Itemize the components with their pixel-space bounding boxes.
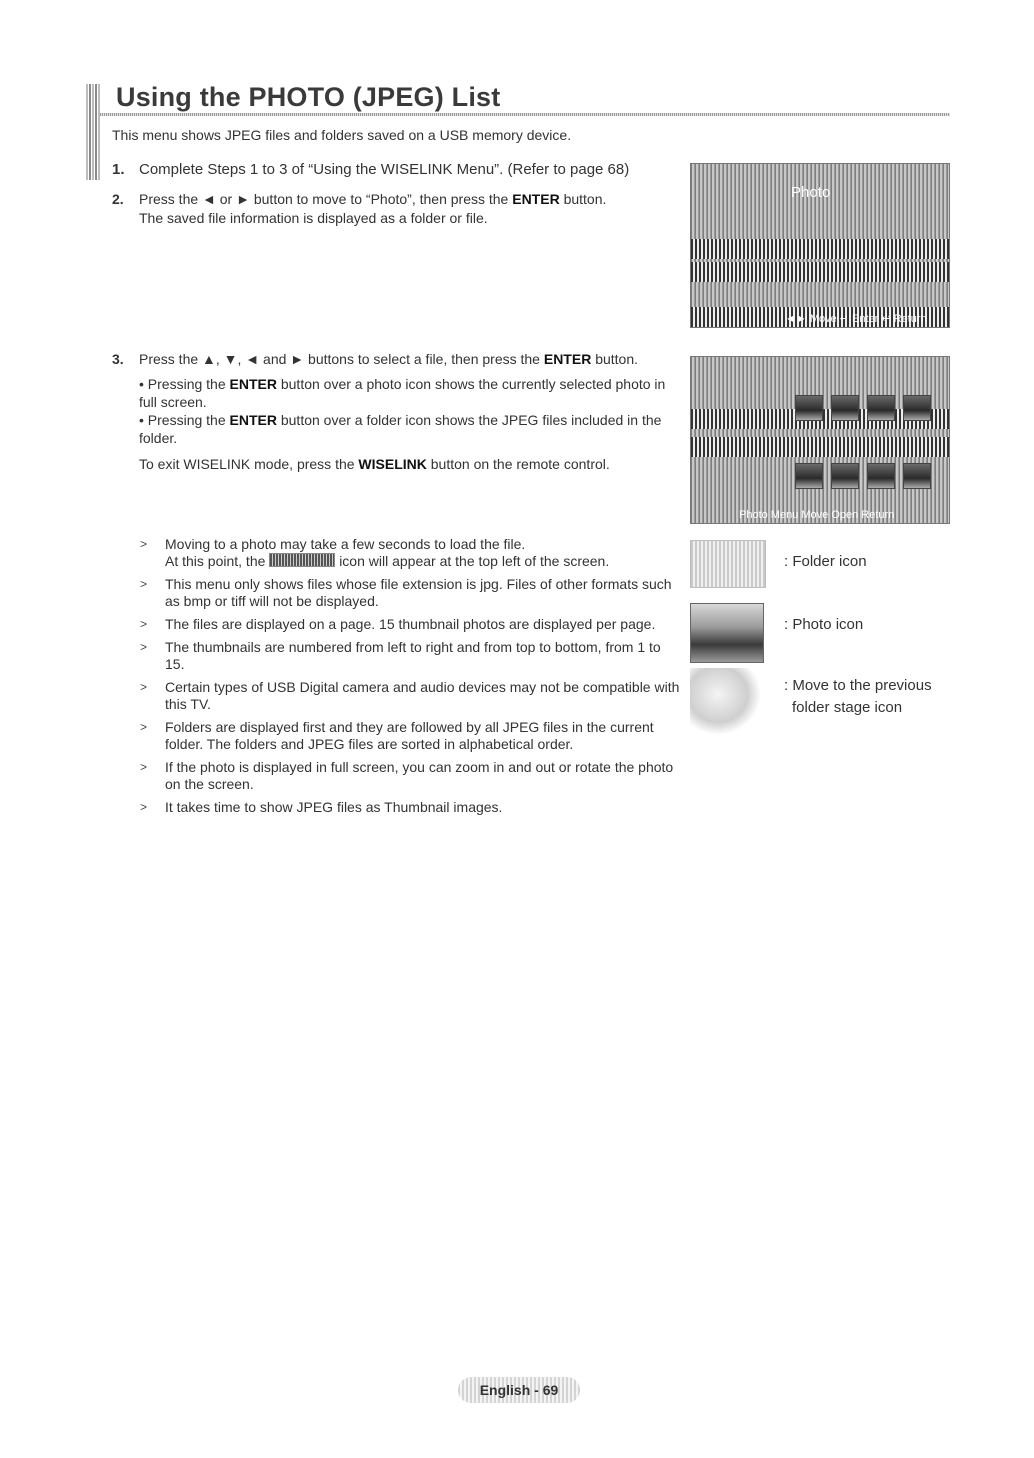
note-1-line-2-text: At this point, the [165, 553, 266, 569]
screen-band [691, 262, 949, 282]
thumbnail-icon [903, 395, 931, 421]
note-1-line-2 [165, 553, 680, 570]
step-3-bullet-2 [139, 411, 679, 447]
previous-folder-label-line-2: folder stage icon [792, 699, 903, 716]
enter-key-label: ENTER [229, 412, 277, 428]
screen-band [691, 437, 949, 457]
note-marker: > [140, 720, 148, 734]
note-marker: > [140, 760, 148, 774]
thumbnail-icon [831, 463, 859, 489]
bullet-2-end: button over a folder icon shows the JPEG files included in the folder. [139, 412, 662, 446]
enter-key-label: ENTER [229, 376, 277, 392]
note-marker: > [140, 617, 148, 631]
page-number-badge: English - 69 [458, 1377, 580, 1403]
note-item [140, 719, 680, 753]
photo-icon-label: : Photo icon [784, 616, 864, 633]
loading-icon [269, 553, 335, 567]
bullet-2-text: • Pressing the [139, 412, 230, 428]
step-2-body [139, 190, 639, 228]
note-item [140, 536, 680, 570]
screen-footer: ◄► Move ↵ Enter ↩ Return [785, 313, 927, 325]
thumbnail-icon [831, 395, 859, 421]
photo-icon [690, 603, 764, 663]
wiselink-key-label: WISELINK [358, 456, 427, 472]
note-marker: > [140, 577, 148, 591]
note-4-text: The thumbnails are numbered from left to right and from top to bottom, from 1 to 15. [165, 639, 661, 672]
step-2-line-1 [139, 190, 639, 209]
screen-band [691, 239, 949, 259]
note-item [140, 639, 680, 673]
exit-text-end: button on the remote control. [426, 456, 610, 472]
previous-folder-icon [690, 668, 760, 734]
intro-text: This menu shows JPEG files and folders saved on a USB memory device. [112, 127, 572, 143]
step-1-text: Complete Steps 1 to 3 of “Using the WISELINK Menu”. (Refer to page 68) [139, 161, 630, 178]
note-marker: > [140, 680, 148, 694]
previous-folder-label-line-1: : Move to the previous [784, 677, 932, 694]
step-1-number: 1. [112, 161, 125, 178]
exit-text: To exit WISELINK mode, press the [139, 456, 359, 472]
photo-menu-screenshot [690, 163, 950, 328]
step-3-body [139, 350, 679, 474]
thumbnail-icon [867, 463, 895, 489]
note-marker: > [140, 537, 148, 551]
enter-key-label: ENTER [512, 191, 560, 207]
bullet-1-text: • Pressing the [139, 376, 230, 392]
screen-footer: Photo Menu Move Open Return [739, 509, 895, 521]
step-2-line-1-end: button. [559, 191, 607, 207]
folder-icon-label: : Folder icon [784, 553, 867, 570]
thumbnail-icon [903, 463, 931, 489]
note-marker: > [140, 640, 148, 654]
note-item [140, 576, 680, 610]
note-8-text: It takes time to show JPEG files as Thumbnail images. [165, 799, 503, 815]
note-1-line-1: Moving to a photo may take a few seconds to load the file. [165, 536, 526, 552]
step-3-exit-line [139, 455, 679, 474]
note-item [140, 799, 680, 816]
note-item [140, 679, 680, 713]
note-2-text: This menu only shows files whose file extension is jpg. Files of other formats such as bmp or tiff will not be displayed. [165, 576, 672, 609]
note-7-text: If the photo is displayed in full screen, you can zoom in and out or rotate the photo on the screen. [165, 759, 674, 792]
step-2-line-2: The saved file information is displayed as a folder or file. [139, 210, 488, 226]
step-3-line-1-text: Press the ▲, ▼, ◄ and ► buttons to select a file, then press the [139, 351, 544, 367]
step-2-line-1-text: Press the ◄ or ► button to move to “Photo”, then press the [139, 191, 513, 207]
note-3-text: The files are displayed on a page. 15 thumbnail photos are displayed per page. [165, 616, 656, 632]
note-marker: > [140, 800, 148, 814]
thumbnail-icon [795, 395, 823, 421]
notes-list [140, 536, 680, 822]
step-3-number: 3. [112, 351, 124, 367]
screen-photo-label: Photo [791, 184, 831, 201]
note-1-line-2-end: icon will appear at the top left of the screen. [339, 553, 610, 569]
title-divider [100, 113, 950, 116]
page-title: Using the PHOTO (JPEG) List [116, 82, 501, 112]
thumbnail-list-screenshot [690, 356, 950, 524]
title-accent-bar [86, 84, 100, 180]
bullet-1-end: button over a photo icon shows the currently selected photo in full screen. [139, 376, 666, 410]
folder-icon [690, 540, 766, 588]
step-3-bullet-1 [139, 375, 679, 411]
note-6-text: Folders are displayed first and they are followed by all JPEG files in the current folder. The folders and JPEG files are sorted in alphabetical order. [165, 719, 654, 752]
thumbnail-icon [867, 395, 895, 421]
thumbnail-icon [795, 463, 823, 489]
enter-key-label: ENTER [543, 351, 592, 367]
note-item [140, 616, 680, 633]
note-item [140, 759, 680, 793]
step-3-line-1 [139, 350, 679, 369]
step-2-number: 2. [112, 191, 124, 207]
step-3-line-1-end: button. [591, 351, 639, 367]
previous-folder-icon-label [784, 675, 932, 719]
note-5-text: Certain types of USB Digital camera and audio devices may not be compatible with this TV. [165, 679, 680, 712]
